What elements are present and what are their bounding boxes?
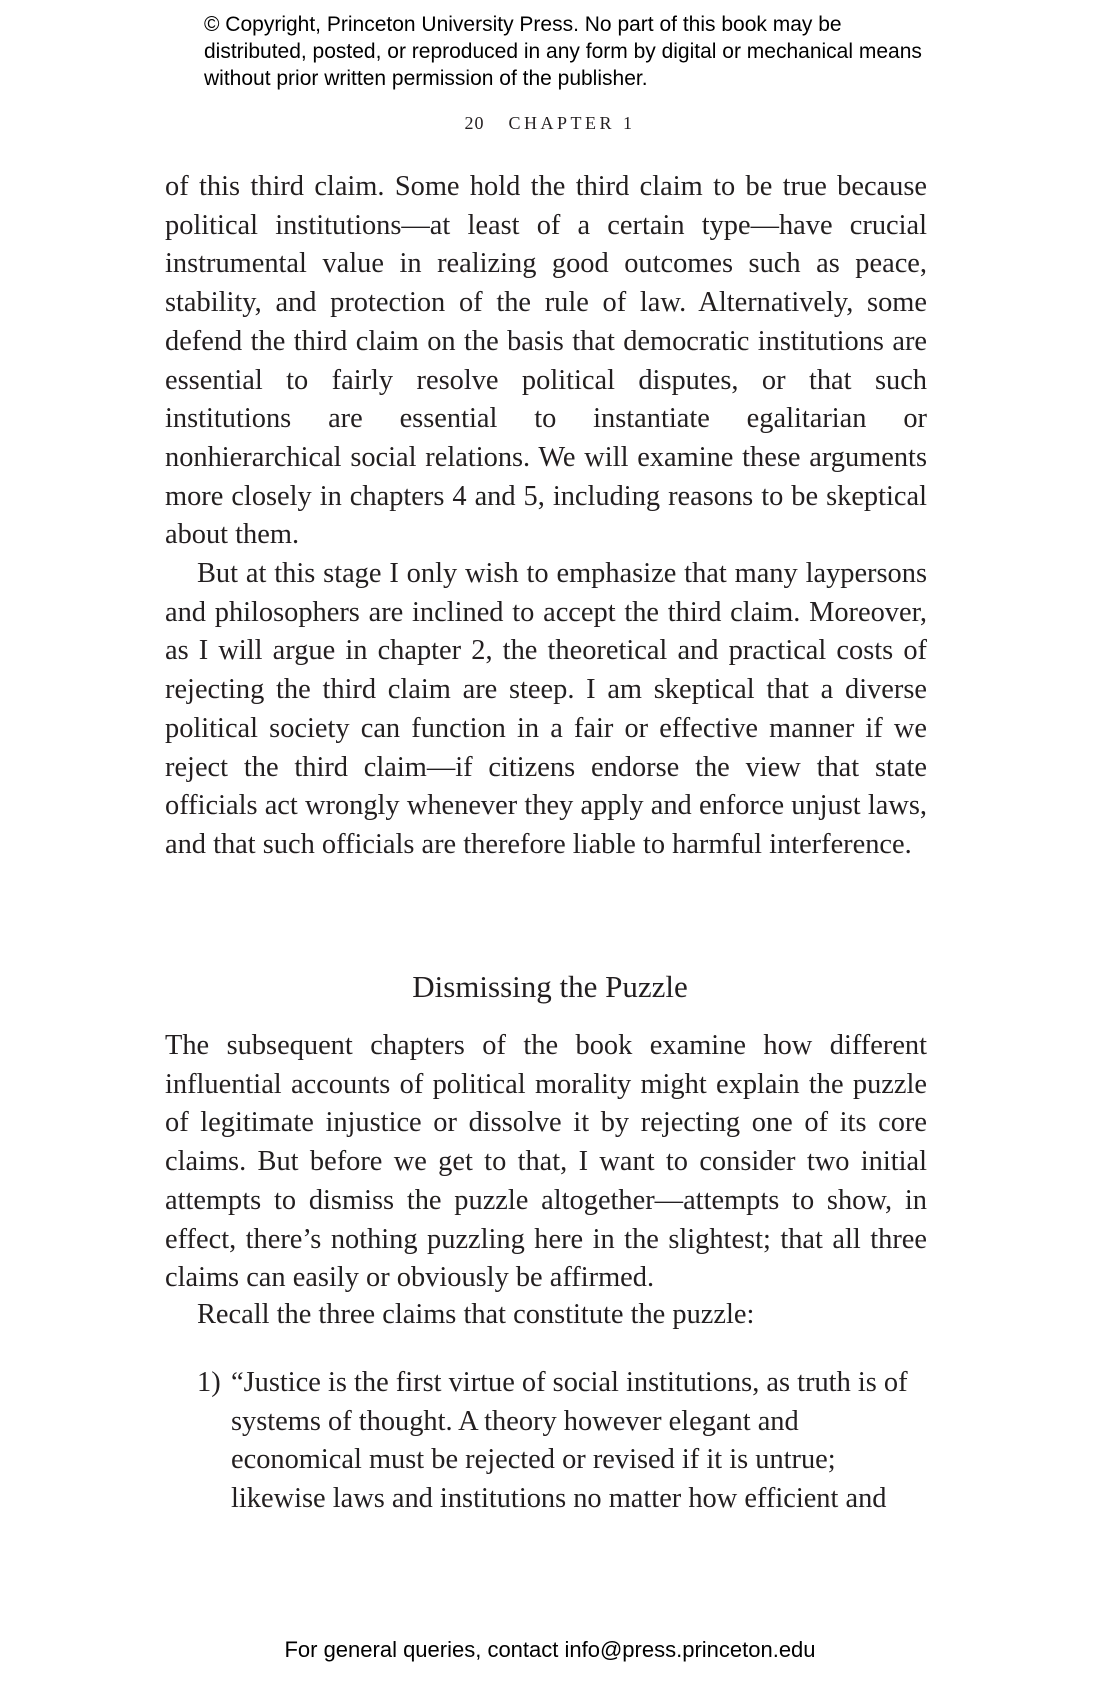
- paragraph-3: The subsequent chapters of the book examine how different influential accounts of political morality might explain the puzzle of legitimate injustice or dissolve it by rejecting one of its core claims. But before we get to that, I want to consider two initial attempts to dismiss the puzzle altogether—attempts to show, in effect, there’s nothing puzzling here in the slightest; that all three claims can easily or obviously be affirmed.: [165, 1030, 927, 1294]
- claim-text: “Justice is the first virtue of social institutions, as truth is of systems of thought. A theory however elegant and economical must be rejected or revised if it is untrue; likewise laws and institutions no matter how efficient and: [231, 1367, 908, 1515]
- claim-list-item: [197, 1364, 927, 1519]
- footer-contact: For general queries, contact info@press.princeton.edu: [284, 1637, 816, 1662]
- body-text-top: [165, 168, 927, 865]
- copyright-notice: © Copyright, Princeton University Press. No part of this book may be distributed, posted, or reproduced in any form by digital or mechanical means without prior written permission of the publisher.: [204, 13, 922, 90]
- body-text-section: [165, 1027, 927, 1298]
- page-number: 20: [464, 113, 485, 133]
- paragraph-2: But at this stage I only wish to emphasize that many laypersons and philosophers are inclined to accept the third claim. Moreover, as I will argue in chapter 2, the theoretical and practical costs of rejecting the third claim are steep. I am skeptical that a diverse political society can function in a fair or effective manner if we reject the third claim—if citizens endorse the view that state officials act wrongly whenever they apply and enforce unjust laws, and that such officials are therefore liable to harmful interference.: [165, 558, 927, 860]
- section-heading: Dismissing the Puzzle: [412, 969, 688, 1004]
- running-head: [0, 113, 1100, 134]
- recall-line: Recall the three claims that constitute the puzzle:: [197, 1299, 755, 1330]
- claim-number: 1): [197, 1367, 221, 1398]
- paragraph-1: of this third claim. Some hold the third claim to be true because political institutions—at least of a certain type—have crucial instrumental value in realizing good outcomes such as peace, stability, and protection of the rule of law. Alternatively, some defend the third claim on the basis that democratic institutions are essential to fairly resolve political disputes, or that such institutions are essential to instantiate egalitarian or nonhierarchical social relations. We will examine these arguments more closely in chapters 4 and 5, including reasons to be skeptical about them.: [165, 171, 927, 551]
- chapter-label: CHAPTER 1: [508, 113, 636, 133]
